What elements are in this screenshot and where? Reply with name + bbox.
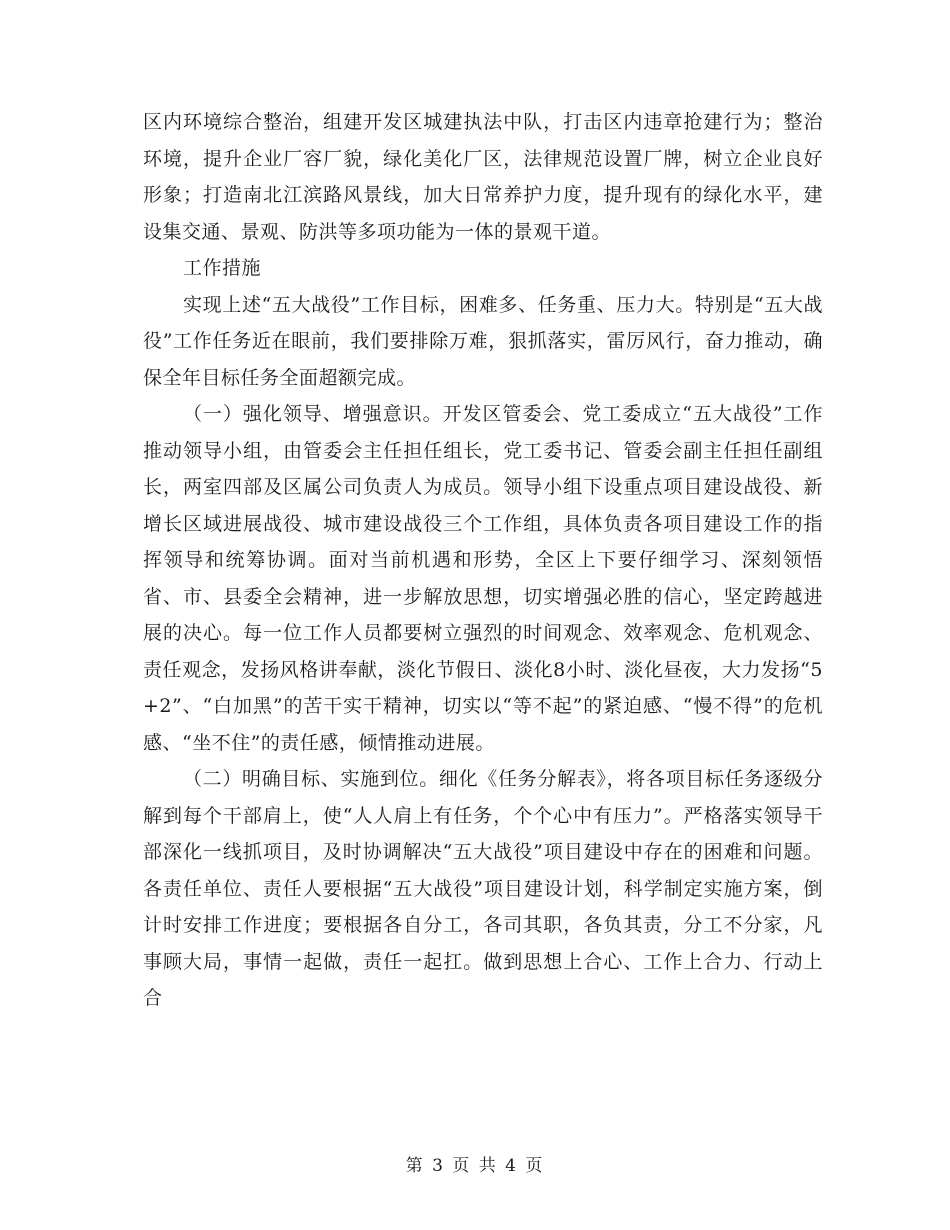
paragraph-3: 实现上述“五大战役”工作目标，困难多、任务重、压力大。特别是“五大战役”工作任务近在眼前，我们要排除万难，狠抓落实，雷厉风行，奋力推动，确保全年目标任务全面超额完成。 — [143, 293, 823, 389]
paragraph-5: （二）明确目标、实施到位。细化《任务分解表》，将各项目标任务逐级分解到每个干部肩上，使“人人肩上有任务，个个心中有压力”。严格落实领导干部深化一线抓项目，及时协调解决“五大战役”项目建设中存在的困难和问题。各责任单位、责任人要根据“五大战役”项目建设计划，科学制定实施方案，倒计时安排工作进度；要根据各自分工，各司其职，各负其责，分工不分家，凡事顾大局，事情一起做，责任一起扛。做到思想上合心、工作上合力、行动上合 — [143, 768, 823, 1009]
paragraph-1: 区内环境综合整治，组建开发区城建执法中队，打击区内违章抢建行为；整治环境，提升企业厂容厂貌，绿化美化厂区，法律规范设置厂牌，树立企业良好形象；打造南北江滨路风景线，加大日常养护力度，提升现有的绿化水平，建设集交通、景观、防洪等多项功能为一体的景观干道。 — [143, 111, 823, 243]
section-heading-work-measures: 工作措施 — [183, 257, 262, 279]
paragraph-4: （一）强化领导、增强意识。开发区管委会、党工委成立“五大战役”工作推动领导小组，由管委会主任担任组长，党工委书记、管委会副主任担任副组长，两室四部及区属公司负责人为成员。领导小组下设重点项目建设战役、新增长区域进展战役、城市建设战役三个工作组，具体负责各项目建设工作的指挥领导和统筹协调。面对当前机遇和形势，全区上下要仔细学习、深刻领悟省、市、县委全会精神，进一步解放思想，切实增强必胜的信心，坚定跨越进展的决心。每一位工作人员都要树立强烈的时间观念、效率观念、危机观念、责任观念，发扬风格讲奉献，淡化节假日、淡化8小时、淡化昼夜，大力发扬“5+2”、“白加黑”的苦干实干精神，切实以“等不起”的紧迫感、“慢不得”的危机感、“坐不住”的责任感，倾情推动进展。 — [143, 403, 823, 754]
page-number-footer: 第 3 页 共 4 页 — [405, 1156, 545, 1176]
document-body — [143, 104, 823, 1017]
